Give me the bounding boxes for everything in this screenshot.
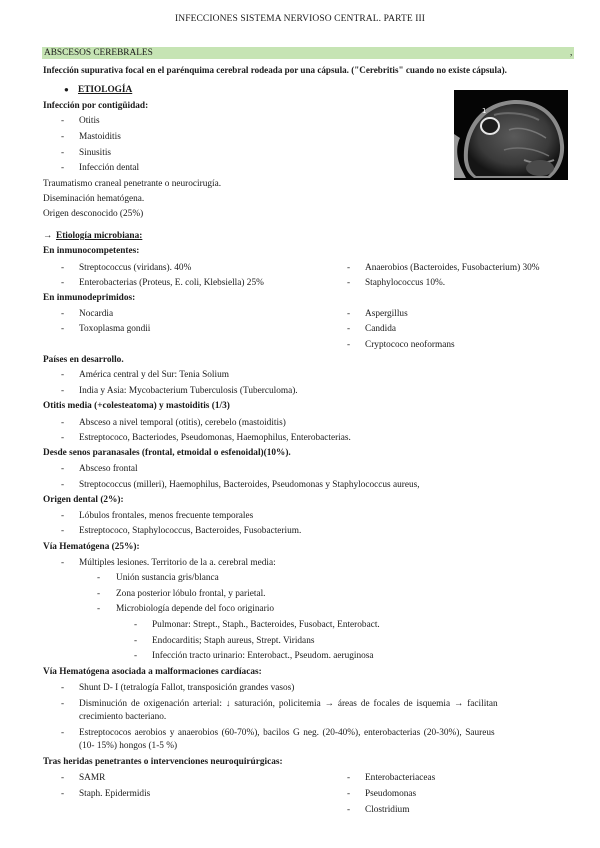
- dental-item: Estreptococo, Staphylococcus, Bacteroides, Fusobacterium.: [79, 526, 302, 536]
- contiguidad-heading: Infección por contigüidad:: [43, 101, 149, 111]
- dash-icon: -: [134, 636, 138, 646]
- senos-item: Absceso frontal: [79, 464, 138, 474]
- senos-heading: Desde senos paranasales (frontal, etmoidal o esfenoidal)(10%).: [43, 448, 291, 458]
- senos-item: Streptococcus (milleri), Haemophilus, Bacteroides, Pseudomonas y Staphylococcus aureus,: [79, 480, 420, 490]
- hematogena-subitem: Unión sustancia gris/blanca: [116, 573, 219, 583]
- traumatismo-text: Traumatismo craneal penetrante o neurocirugía.: [43, 179, 222, 189]
- contiguidad-item: Otitis: [79, 116, 100, 126]
- dash-icon: -: [347, 773, 351, 783]
- dash-icon: -: [134, 620, 138, 630]
- dash-icon: -: [347, 324, 351, 334]
- hematogena-subitem: Microbiología depende del foco originario: [116, 604, 274, 614]
- hematogena-subsubitem: Infección tracto urinario: Enterobact., Pseudom. aeruginosa: [152, 651, 374, 661]
- heridas-heading: Tras heridas penetrantes o intervenciones neuroquirúrgicas:: [43, 757, 283, 767]
- dash-icon: -: [61, 278, 65, 288]
- inmunocompetentes-item: Enterobacterias (Proteus, E. coli, Klebsiella) 25%: [79, 278, 264, 288]
- mri-marker: 1: [482, 107, 487, 115]
- dash-icon: -: [61, 683, 65, 693]
- hematogena-subsubitem: Endocarditis; Staph aureus, Strept. Viridans: [152, 636, 315, 646]
- bullet-icon: ●: [64, 85, 69, 94]
- dash-icon: -: [347, 805, 351, 815]
- otitis-heading: Otitis media (+colesteatoma) y mastoiditis (1/3): [43, 401, 230, 411]
- dash-icon: -: [61, 699, 65, 709]
- dash-icon: -: [61, 370, 65, 380]
- contiguidad-item: Mastoiditis: [79, 132, 121, 142]
- paises-heading: Países en desarrollo.: [43, 355, 124, 365]
- dash-icon: -: [347, 278, 351, 288]
- dash-icon: -: [347, 309, 351, 319]
- dash-icon: -: [61, 309, 65, 319]
- dash-icon: -: [61, 433, 65, 443]
- heridas-item: Enterobacteriaceas: [365, 773, 436, 783]
- heridas-item: Staph. Epidermidis: [79, 789, 151, 799]
- inmunodeprimidos-item: Aspergillus: [365, 309, 408, 319]
- dash-icon: -: [61, 116, 65, 126]
- inmunodeprimidos-item: Nocardia: [79, 309, 114, 319]
- dash-icon: -: [61, 418, 65, 428]
- dash-icon: -: [61, 324, 65, 334]
- hematogena-subitem: Zona posterior lóbulo frontal, y parietal.: [116, 589, 266, 599]
- arrow-icon: →: [43, 231, 53, 241]
- hematogena-item: Múltiples lesiones. Territorio de la a. cerebral media:: [79, 558, 276, 568]
- heridas-item: Clostridium: [365, 805, 410, 815]
- dash-icon: -: [61, 263, 65, 273]
- dash-icon: -: [61, 163, 65, 173]
- microbiana-heading: Etiología microbiana:: [56, 231, 143, 241]
- malformaciones-item-cont: crecimiento bacteriano.: [79, 712, 167, 722]
- inmunodeprimidos-item: Candida: [365, 324, 396, 334]
- dash-icon: -: [97, 573, 101, 583]
- brain-mri-image: [454, 90, 568, 180]
- dash-icon: -: [347, 340, 351, 350]
- dash-icon: -: [347, 263, 351, 273]
- dash-icon: -: [97, 604, 101, 614]
- brain-mri-drawing: [454, 90, 568, 180]
- dash-icon: -: [347, 789, 351, 799]
- malformaciones-item-cont: (10- 15%) hongos (1-5 %): [79, 741, 178, 751]
- paises-item: India y Asia: Mycobacterium Tuberculosis (Tuberculoma).: [79, 386, 298, 396]
- desconocido-text: Origen desconocido (25%): [43, 209, 144, 219]
- inmunocompetentes-item: Anaerobios (Bacteroides, Fusobacterium) 30%: [365, 263, 540, 273]
- malformaciones-item: Estreptococos aerobios y anaerobios (60-70%), bacilos G neg. (20-40%), enterobacterias (20-30%), Saureus: [79, 728, 495, 738]
- dash-icon: -: [61, 789, 65, 799]
- inmunodeprimidos-heading: En inmunodeprimidos:: [43, 293, 136, 303]
- hematogena-subsubitem: Pulmonar: Strept., Staph., Bacteroides, Fusobact, Enterobact.: [152, 620, 380, 630]
- dash-icon: -: [61, 132, 65, 142]
- contiguidad-item: Infección dental: [79, 163, 140, 173]
- dash-icon: -: [61, 773, 65, 783]
- contiguidad-item: Sinusitis: [79, 148, 112, 158]
- inmunodeprimidos-item: Toxoplasma gondii: [79, 324, 151, 334]
- diseminacion-text: Diseminación hematógena.: [43, 194, 145, 204]
- dash-icon: -: [61, 148, 65, 158]
- otitis-item: Estreptococo, Bacteriodes, Pseudomonas, Haemophilus, Enterobacterias.: [79, 433, 351, 443]
- etiologia-heading: ETIOLOGÍA: [78, 85, 133, 95]
- dash-icon: -: [97, 589, 101, 599]
- inmunocompetentes-item: Streptococcus (viridans). 40%: [79, 263, 192, 273]
- dash-icon: -: [61, 511, 65, 521]
- section-heading-trail: ,: [570, 48, 573, 58]
- inmunocompetentes-heading: En inmunocompetentes:: [43, 246, 140, 256]
- heridas-item: SAMR: [79, 773, 106, 783]
- malformaciones-item: Disminución de oxigenación arterial: ↓ saturación, policitemia → áreas de focales de isquemia → facilitan: [79, 699, 498, 709]
- definition-text: Infección supurativa focal en el parénquima cerebral rodeada por una cápsula. ("Cerebritis" cuando no existe cápsula).: [43, 65, 507, 75]
- section-heading: ABSCESOS CEREBRALES: [44, 48, 153, 58]
- dash-icon: -: [61, 728, 65, 738]
- hematogena-heading: Vía Hematógena (25%):: [43, 542, 140, 552]
- heridas-item: Pseudomonas: [365, 789, 417, 799]
- dash-icon: -: [61, 480, 65, 490]
- dash-icon: -: [61, 464, 65, 474]
- inmunocompetentes-item: Staphylococcus 10%.: [365, 278, 446, 288]
- dental-item: Lóbulos frontales, menos frecuente temporales: [79, 511, 254, 521]
- malformaciones-item: Shunt D- I (tetralogía Fallot, transposición grandes vasos): [79, 683, 295, 693]
- document-title: INFECCIONES SISTEMA NERVIOSO CENTRAL. PARTE III: [174, 14, 426, 24]
- dash-icon: -: [61, 558, 65, 568]
- dental-heading: Origen dental (2%):: [43, 495, 124, 505]
- dash-icon: -: [61, 526, 65, 536]
- otitis-item: Absceso a nivel temporal (otitis), cerebelo (mastoiditis): [79, 418, 286, 428]
- dash-icon: -: [134, 651, 138, 661]
- malformaciones-heading: Vía Hematógena asociada a malformaciones cardíacas:: [43, 667, 262, 677]
- inmunodeprimidos-item: Cryptococo neoformans: [365, 340, 455, 350]
- dash-icon: -: [61, 386, 65, 396]
- paises-item: América central y del Sur: Tenia Solium: [79, 370, 229, 380]
